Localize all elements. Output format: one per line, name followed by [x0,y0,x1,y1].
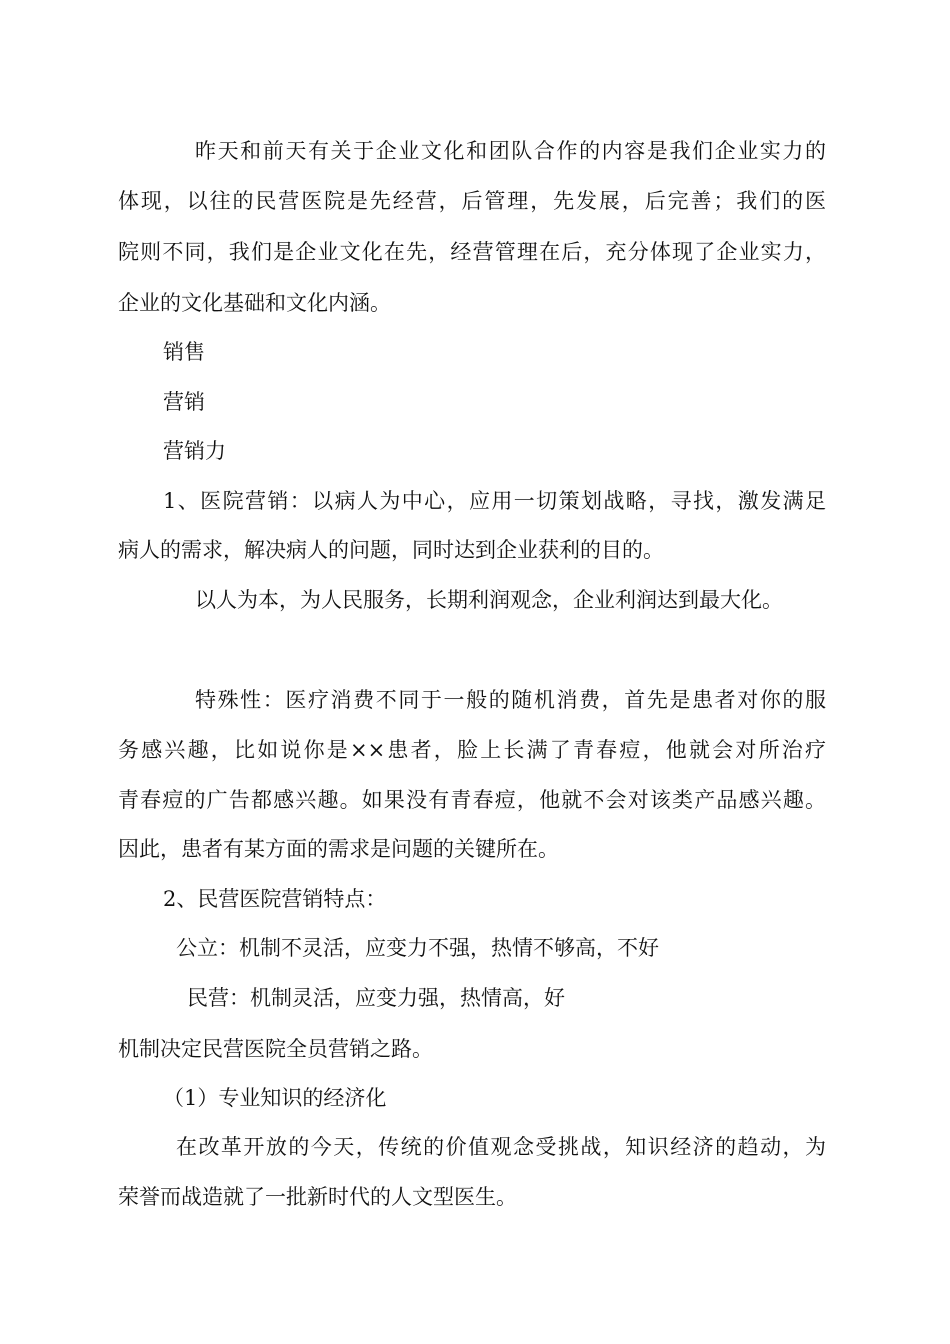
paragraph-line: 特殊性：医疗消费不同于一般的随机消费，首先是患者对你的服 [195,688,826,712]
paragraph-line: 企业的文化基础和文化内涵。 [118,291,391,315]
term-sales: 销售 [163,340,205,364]
paragraph-line: 体现，以往的民营医院是先经营，后管理，先发展，后完善；我们的医 [118,189,826,213]
paragraph-line: 病人的需求，解决病人的问题，同时达到企业获利的目的。 [118,538,664,562]
paragraph-line: 院则不同，我们是企业文化在先，经营管理在后，充分体现了企业实力， [118,240,826,264]
term-marketing-power: 营销力 [163,439,226,463]
paragraph-line: 因此，患者有某方面的需求是问题的关键所在。 [118,837,559,861]
subsection-heading: （1）专业知识的经济化 [163,1086,387,1110]
paragraph-line: 机制决定民营医院全员营销之路。 [118,1037,433,1061]
paragraph-line: 1、医院营销：以病人为中心，应用一切策划战略，寻找，激发满足 [163,489,826,513]
paragraph-line: 以人为本，为人民服务，长期利润观念，企业利润达到最大化。 [195,588,783,612]
paragraph-line: 务感兴趣，比如说你是××患者，脸上长满了青春痘，他就会对所治疗 [118,738,826,762]
paragraph-line: 公立：机制不灵活，应变力不强，热情不够高，不好 [176,936,659,960]
paragraph-line: 昨天和前天有关于企业文化和团队合作的内容是我们企业实力的 [195,139,826,163]
section-heading: 2、民营医院营销特点： [163,887,387,911]
term-marketing: 营销 [163,390,205,414]
paragraph-line: 民营：机制灵活，应变力强，热情高，好 [187,986,565,1010]
paragraph-line: 在改革开放的今天，传统的价值观念受挑战，知识经济的趋动，为 [176,1135,826,1159]
paragraph-line: 青春痘的广告都感兴趣。如果没有青春痘，他就不会对该类产品感兴趣。 [118,788,826,812]
paragraph-line: 荣誉而战造就了一批新时代的人文型医生。 [118,1185,517,1209]
